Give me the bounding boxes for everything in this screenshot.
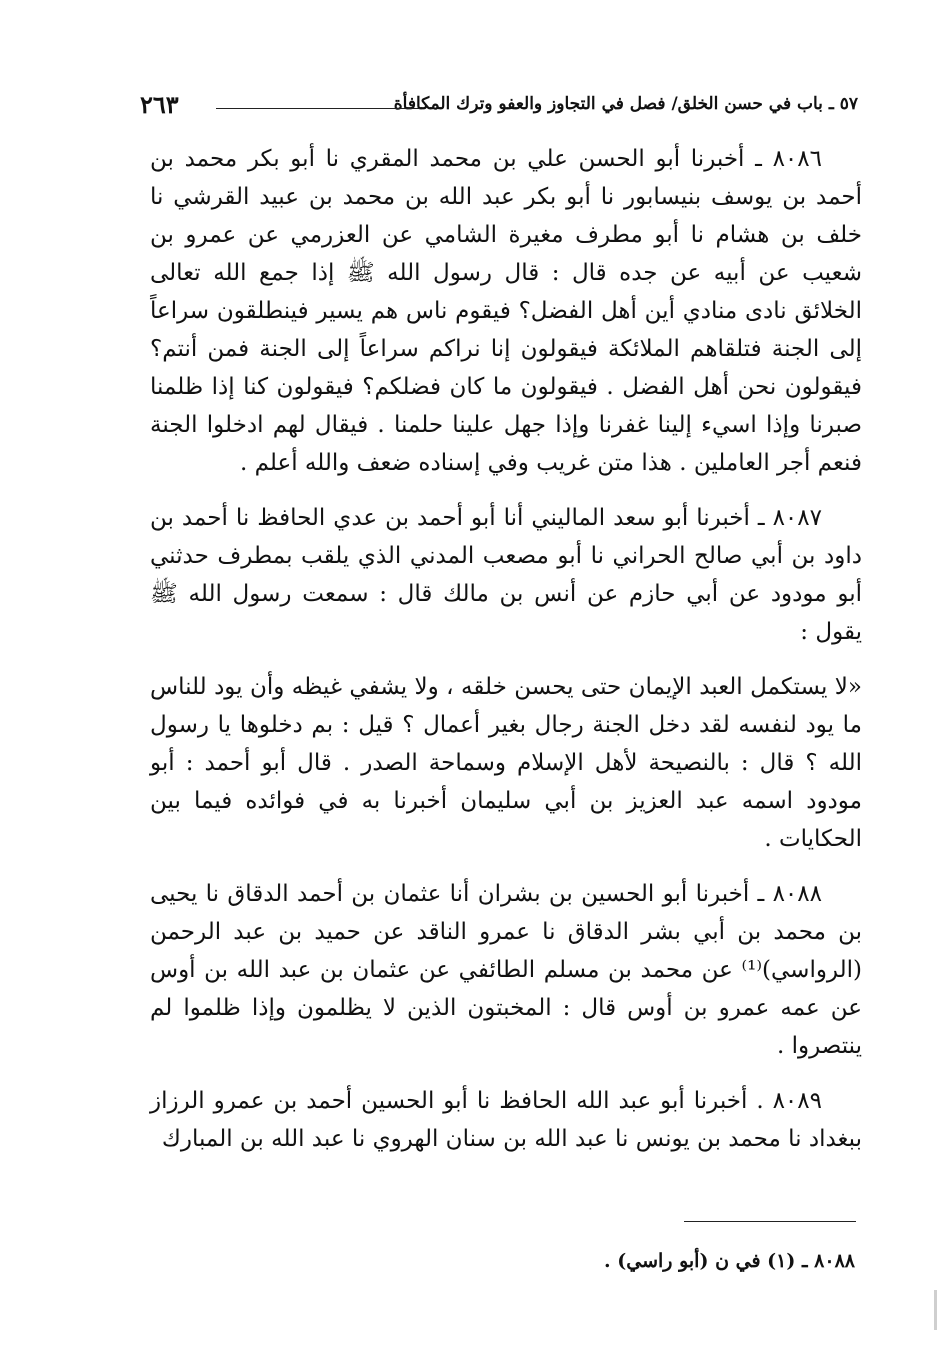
hadith-8087-paragraph: ٨٠٨٧ ـ أخبرنا أبو سعد الماليني أنا أبو أحمد بن عدي الحافظ نا أحمد بن داود بن أبي صالح الحراني نا أبو مصعب المدني الذي يلقب بمطرف حدثني أبو مودود عن أبي حازم عن أنس بن مالك قال : سمعت رسول الله ﷺ يقول :: [150, 505, 862, 645]
hadith-8086-paragraph: ٨٠٨٦ ـ أخبرنا أبو الحسن علي بن محمد المقري نا أبو بكر محمد بن أحمد بن يوسف بنيسابور نا أبو بكر عبد الله بن محمد بن عبيد القرشي نا خلف بن هشام نا أبو مطرف مغيرة الشامي عن العزرمي عن عمرو بن شعيب عن أبيه عن جده قال : قال رسول الله ﷺ إذا جمع الله تعالى الخلائق نادى منادي أين أهل الفضل؟ فيقوم ناس هم يسير فينطلقون سراعاً إلى الجنة فتلقاهم الملائكة فيقولون إنا نراكم سراعاً إلى الجنة فمن أنتم؟ فيقولون نحن أهل الفضل . فيقولون ما كان فضلكم؟ فيقولون كنا إذا ظلمنا صبرنا وإذا اسيء إلينا غفرنا وإذا جهل علينا حلمنا . فيقال لهم ادخلوا الجنة فنعم أجر العاملين . هذا متن غريب وفي إسناده ضعف والله أعلم .: [150, 146, 862, 476]
page-number: ٢٦٣: [140, 90, 179, 119]
hadith-8089-paragraph: ٨٠٨٩ . أخبرنا أبو عبد الله الحافظ نا أبو الحسين أحمد بن عمرو الرزاز ببغداد نا محمد بن يونس نا عبد الله بن سنان الهروي نا عبد الله بن المبارك: [150, 1088, 862, 1152]
hadith-8088-paragraph: ٨٠٨٨ ـ أخبرنا أبو الحسين بن بشران أنا عثمان بن أحمد الدقاق نا يحيى بن محمد بن أبي بشر الدقاق نا عمرو الناقد عن حميد بن عبد الرحمن (الرواسي)⁽¹⁾ عن محمد بن مسلم الطائفي عن عثمان بن عبد الله بن أوس عن عمه عمرو بن أوس قال : المخبتون الذين لا يظلمون وإذا ظلموا لم ينتصروا .: [150, 881, 862, 1059]
hadith-8087-quote-paragraph: «لا يستكمل العبد الإيمان حتى يحسن خلقه ، ولا يشفي غيظه وأن يود للناس ما يود لنفسه لقد دخل الجنة رجال بغير أعمال ؟ قيل : بم دخلوها يا رسول الله ؟ قال : بالنصيحة لأهل الإسلام وسماحة الصدر . قال أبو أحمد : أبو مودود اسمه عبد العزيز بن أبي سليمان أخبرنا به في فوائده فيما بين الحكايات .: [150, 674, 862, 852]
scan-edge-mark: [934, 1290, 937, 1330]
footnote-separator: [684, 1221, 856, 1222]
running-head-chapter-title: ٥٧ ـ باب في حسن الخلق/ فصل في التجاوز والعفو وترك المكافأة: [393, 94, 858, 114]
header-rule: [216, 108, 420, 109]
footnote: ٨٠٨٨ ـ (١) في ن (أبو راسي) .: [604, 1250, 855, 1272]
page-header: [140, 86, 858, 126]
page-body: [150, 140, 862, 1175]
